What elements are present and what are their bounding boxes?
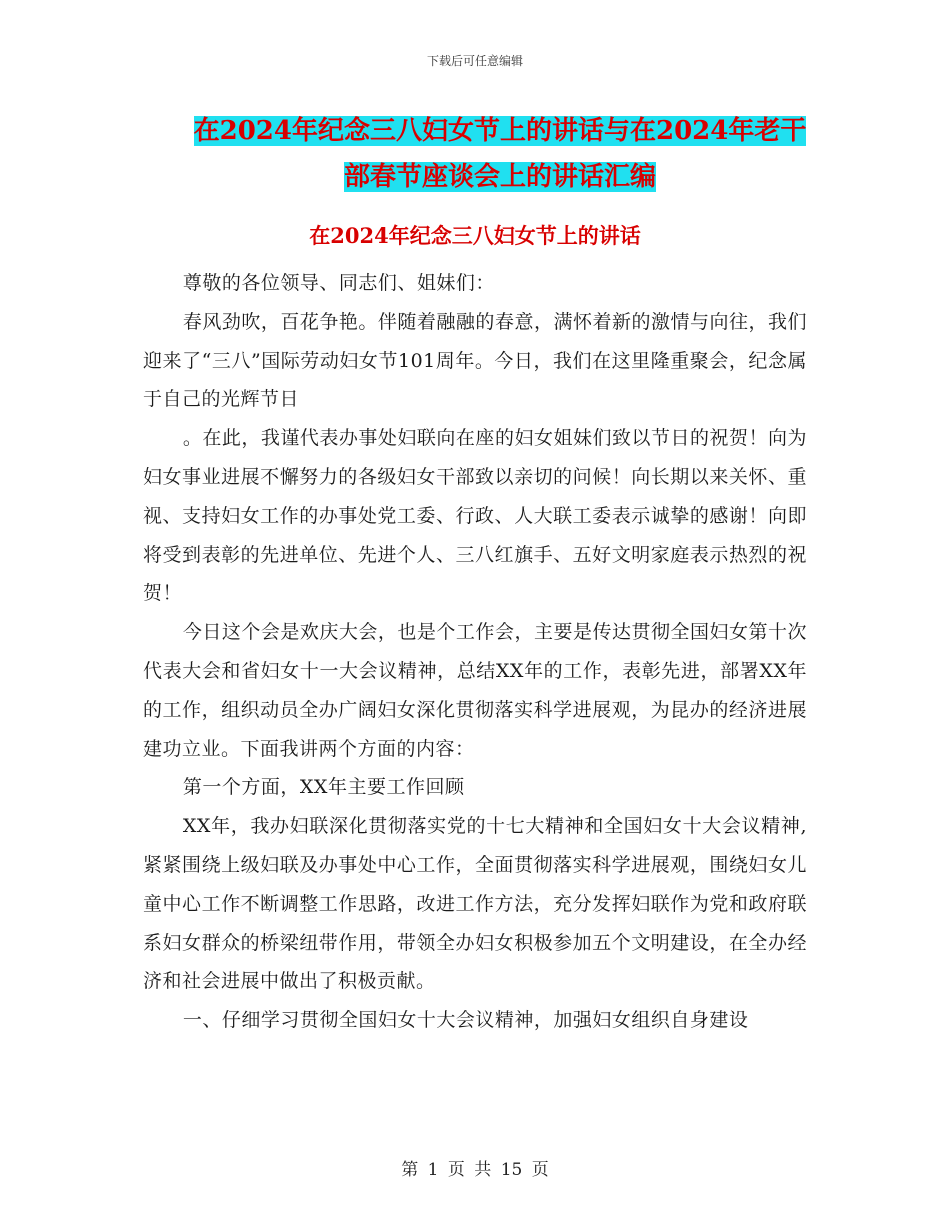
paragraph: XX年，我办妇联深化贯彻落实党的十七大精神和全国妇女十大会议精神,紧紧围绕上级妇联及办事处中心工作，全面贯彻落实科学进展观，围绕妇女儿童中心工作不断调整工作思路，改进工作方法，充分发挥妇联作为党和政府联系妇女群众的桥梁纽带作用，带领全办妇女积极参加五个文明建设，在全办经济和社会进展中做出了积极贡献。 [143,815,807,993]
paragraph-heading: 一、仔细学习贯彻全国妇女十大会议精神，加强妇女组织自身建设 [182,1009,749,1032]
section-title: 在2024年纪念三八妇女节上的讲话 [309,223,641,248]
paragraph: 今日这个会是欢庆大会，也是个工作会，主要是传达贯彻全国妇女第十次代表大会和省妇女十一大会议精神，总结XX年的工作，表彰先进，部署XX年的工作，组织动员全办广阔妇女深化贯彻落实科学进展观，为昆办的经济进展建功立业。下面我讲两个方面的内容： [143,621,807,760]
paragraph-heading: 第一个方面，XX年主要工作回顾 [182,776,465,799]
paragraph: 春风劲吹，百花争艳。伴随着融融的春意，满怀着新的激情与向往，我们迎来了“三八”国际劳动妇女节101周年。今日，我们在这里隆重聚会，纪念属于自己的光辉节日 [143,310,807,411]
title-line-1: 在2024年纪念三八妇女节上的讲话与在2024年老干 [193,116,807,146]
header-note: 下载后可任意编辑 [426,54,523,68]
title-line-2: 部春节座谈会上的讲话汇编 [343,162,656,192]
document-body [143,264,807,1040]
document-title [140,108,860,200]
paragraph: 。在此，我谨代表办事处妇联向在座的妇女姐妹们致以节日的祝贺！向为妇女事业进展不懈努力的各级妇女干部致以亲切的问候！向长期以来关怀、重视、支持妇女工作的办事处党工委、行政、人大联工委表示诚挚的感谢！向即将受到表彰的先进单位、先进个人、三八红旗手、五好文明家庭表示热烈的祝贺！ [143,427,807,605]
paragraph-salutation: 尊敬的各位领导、同志们、姐妹们： [182,272,495,294]
page-footer: 第 1 页 共 15 页 [401,1160,549,1180]
